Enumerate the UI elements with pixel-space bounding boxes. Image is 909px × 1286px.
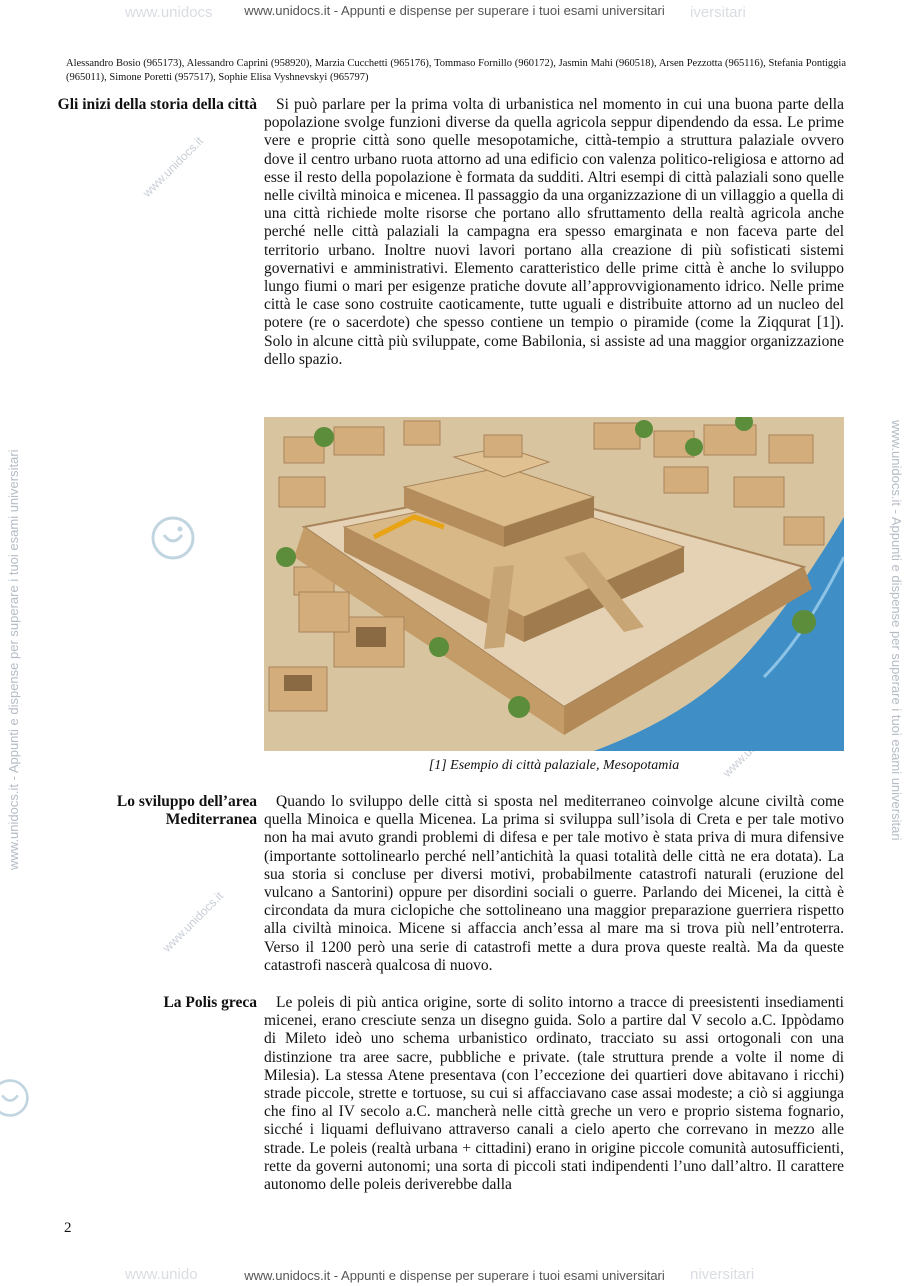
watermark-diagonal-a: www.unidocs.it — [140, 133, 207, 200]
section-text-polis: Le poleis di più antica origine, sorte di solito intorno a tracce di preesistenti insediamenti micenei, erano cresciute senza un disegno guida. Solo a partire dal V secolo a.C. Ippòdamo di Mileto ideò uno schema urbanistico ordinato, tracciato su assi ortogonali con una distinzione tra aree sacre, pubbliche e private. (tale struttura prende a volte il nome di Milesia). La stessa Atene presentava (con l’eccezione dei quartieri dove abitavano i ricchi) strade piccole, strette e tortuose, su cui si affacciavano case assai modeste; a ciò si aggiunga che fino al IV secolo a.C. mancherà nelle città greche un vero e proprio sistema fognario, sicché i liquami defluivano attraverso canali a cielo aperto che correvano in mezzo alle strade. Le poleis (realtà urbana + cittadini) erano in origine piccole comunità autosufficienti, rette da governi autonomi; una sorta di piccoli stati indipendenti l’uno dall’altro. Il carattere autonomo delle poleis deriverebbe dalla — [264, 994, 844, 1194]
palatial-city-image — [264, 417, 844, 751]
watermark-side-left: www.unidocs.it - Appunti e dispense per superare i tuoi esami universitari — [6, 449, 21, 870]
figure-caption: [1] Esempio di città palaziale, Mesopotamia — [428, 758, 680, 773]
section-heading-inizi: Gli inizi della storia della città — [57, 96, 257, 113]
watermark-top-banner: www.unidocs.it - Appunti e dispense per superare i tuoi esami universitari — [244, 3, 665, 18]
section-heading-polis: La Polis greca — [163, 994, 257, 1011]
section-text-mediterranea: Quando lo sviluppo delle città si sposta nel mediterraneo coinvolge alcune civiltà come quella Minoica e quella Micenea. La prima si sviluppa sull’isola di Creta e per tale motivo non ha mai avuto grandi problemi di difesa e per tale motivo è stata priva di mura difensive (importante sottolinearlo perché nell’antichità la quasi totalità delle città ne era dotata). La sua storia si concluse per diversi motivi, probabilmente catastrofi naturali (eruzione del vulcano a Santorini) oppure per disordini sociali o guerre. Parlando dei Micenei, la città è circondata da mura ciclopiche che sottolineano una maggior preparazione guerriera rispetto alla civiltà minoica. Micene si affaccia anch’essa al mare ma si trova più nell’entroterra. Verso il 1200 però una serie di catastrofi mette a dura prova queste realtà. Ma da queste catastrofi nascerà qualcosa di nuovo. — [264, 793, 844, 974]
ziggurat-illustration — [264, 417, 844, 751]
watermark-faint-right-bottom: niversitari — [690, 1266, 755, 1283]
section-heading-mediterranea: Lo sviluppo dell’area Mediterranea — [116, 793, 257, 829]
watermark-faint-left-top: www.unidocs — [125, 4, 213, 21]
watermark-faint-right-top: iversitari — [690, 4, 746, 21]
watermark-faint-left-bottom: www.unido — [125, 1266, 198, 1283]
unidocs-logo-watermark-icon — [0, 1075, 30, 1121]
unidocs-logo-watermark-icon — [150, 515, 196, 561]
watermark-bottom-banner: www.unidocs.it - Appunti e dispense per superare i tuoi esami universitari — [244, 1268, 665, 1283]
watermark-side-right: www.unidocs.it - Appunti e dispense per superare i tuoi esami universitari — [889, 420, 904, 841]
section-text-inizi: Si può parlare per la prima volta di urbanistica nel momento in cui una buona parte della popolazione svolge funzioni diverse da quella agricola seppur dipendendo da essa. Le prime vere e proprie città sono quelle mesopotamiche, città-tempio a struttura palaziale ovvero dove il centro urbano ruota attorno ad una edificio con valenza politico-religiosa e attorno ad esse il resto della popolazione è formata da sudditi. Altri esempi di città palaziali sono quelle nelle civiltà minoica e micenea. Il passaggio da una organizzazione di un villaggio a quella di una città richiede molte risorse che portano allo sfruttamento della realtà agricola anche perché nelle città palaziali la campagna era spesso emarginata e non faceva parte del territorio urbano. Inoltre nuovi lavori portano alla creazione di più sofisticati sistemi governativi e amministrativi. Elemento caratteristico delle prime città è anche lo sviluppo lungo fiumi o mari per esigenze pratiche dovute all’approvvigionamento idrico. Nelle prime città le case sono costruite caoticamente, tutte uguali e distribuite attorno ad un nucleo del potere (re o sacerdote) che spesso contiene un tempio o piramide (come la Ziqqurat [1]). Solo in alcune città più sviluppate, come Babilonia, si assiste ad una maggior organizzazione dello spazio. — [264, 96, 844, 368]
page-number: 2 — [64, 1220, 72, 1236]
watermark-diagonal-b: www.unidocs.it — [160, 888, 227, 955]
authors-list: Alessandro Bosio (965173), Alessandro Caprini (958920), Marzia Cucchetti (965176), Tommaso Fornillo (960172), Jasmin Mahi (960518), Arsen Pezzotta (965116), Stefania Pontiggia (965011), Simone Poretti (957517), Sophie Elisa Vyshnevskyi (965797) — [66, 58, 846, 83]
